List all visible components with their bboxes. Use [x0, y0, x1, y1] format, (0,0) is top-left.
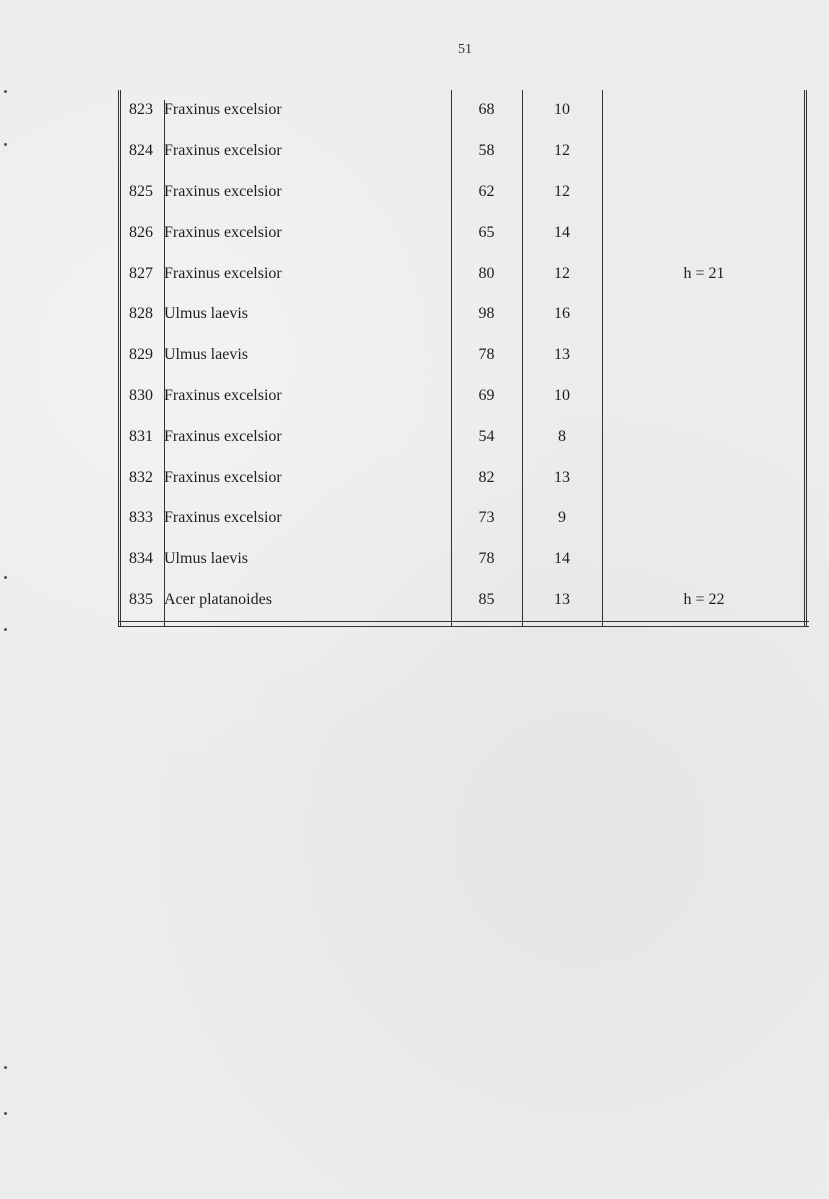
cell-id: 830	[129, 386, 153, 404]
cell-id: 826	[129, 223, 153, 241]
cell-species: Ulmus laevis	[164, 346, 248, 364]
cell-value-b: 8	[558, 427, 566, 445]
cell-note	[602, 212, 806, 253]
cell-note	[602, 376, 806, 417]
cell-value-a: 62	[478, 182, 495, 200]
table-row	[118, 580, 806, 621]
cell-value-a: 54	[478, 427, 495, 445]
cell-id: 827	[129, 264, 153, 282]
cell-note	[602, 335, 806, 376]
cell-species: Fraxinus excelsior	[164, 468, 282, 486]
cell-value-a: 80	[478, 264, 495, 282]
cell-value-a: 65	[478, 223, 495, 241]
table-row	[118, 539, 806, 580]
cell-note: h = 22	[683, 590, 725, 608]
cell-value-b: 12	[554, 264, 570, 282]
cell-species: Fraxinus excelsior	[164, 386, 282, 404]
cell-id: 834	[129, 550, 153, 568]
cell-species: Fraxinus excelsior	[164, 101, 282, 119]
cell-id: 833	[129, 509, 153, 527]
cell-value-a: 78	[478, 550, 495, 568]
cell-species: Fraxinus excelsior	[164, 182, 282, 200]
cell-value-b: 14	[554, 223, 570, 241]
cell-value-b: 13	[554, 468, 570, 486]
scan-speck	[4, 90, 7, 93]
cell-id: 832	[129, 468, 153, 486]
cell-id: 824	[129, 142, 153, 160]
cell-value-b: 14	[554, 550, 570, 568]
cell-id: 825	[129, 182, 153, 200]
cell-note	[602, 416, 806, 457]
page-number: 51	[458, 42, 472, 57]
cell-species: Fraxinus excelsior	[164, 264, 282, 282]
cell-species: Acer platanoides	[164, 590, 272, 608]
table-row	[118, 131, 806, 172]
tree-table-body	[118, 90, 806, 620]
cell-value-b: 10	[554, 386, 570, 404]
table-row	[118, 253, 806, 294]
cell-value-b: 16	[554, 305, 570, 323]
cell-note	[602, 539, 806, 580]
cell-value-a: 58	[478, 142, 495, 160]
table-row	[118, 212, 806, 253]
cell-value-a: 68	[478, 101, 495, 119]
cell-note	[602, 172, 806, 213]
tree-table	[118, 90, 806, 627]
cell-species: Fraxinus excelsior	[164, 223, 282, 241]
cell-value-a: 82	[478, 468, 495, 486]
cell-id: 828	[129, 305, 153, 323]
cell-value-b: 10	[554, 101, 570, 119]
table-row	[118, 294, 806, 335]
scan-speck	[4, 1066, 7, 1069]
cell-id: 829	[129, 346, 153, 364]
cell-species: Fraxinus excelsior	[164, 427, 282, 445]
cell-value-b: 12	[554, 182, 570, 200]
cell-species: Ulmus laevis	[164, 550, 248, 568]
cell-species: Fraxinus excelsior	[164, 509, 282, 527]
cell-value-b: 9	[558, 509, 566, 527]
table-row	[118, 376, 806, 417]
cell-value-b: 13	[554, 590, 570, 608]
cell-id: 835	[129, 590, 153, 608]
cell-note	[602, 294, 806, 335]
scan-speck	[4, 1112, 7, 1115]
cell-value-b: 12	[554, 142, 570, 160]
cell-value-a: 78	[478, 346, 495, 364]
cell-value-a: 85	[478, 590, 495, 608]
cell-note	[602, 131, 806, 172]
cell-note	[602, 498, 806, 539]
scan-speck	[4, 143, 7, 146]
scan-speck	[4, 628, 7, 631]
table-row	[118, 172, 806, 213]
cell-species: Ulmus laevis	[164, 305, 248, 323]
table-row	[118, 90, 806, 131]
cell-value-b: 13	[554, 346, 570, 364]
cell-value-a: 69	[478, 386, 495, 404]
table-row	[118, 335, 806, 376]
cell-id: 831	[129, 427, 153, 445]
cell-value-a: 98	[478, 305, 495, 323]
cell-note	[602, 457, 806, 498]
cell-value-a: 73	[478, 509, 495, 527]
cell-species: Fraxinus excelsior	[164, 142, 282, 160]
cell-id: 823	[129, 101, 153, 119]
cell-note	[602, 90, 806, 131]
scan-speck	[4, 576, 7, 579]
table-row	[118, 498, 806, 539]
cell-note: h = 21	[683, 264, 725, 282]
table-row	[118, 416, 806, 457]
table-row	[118, 457, 806, 498]
